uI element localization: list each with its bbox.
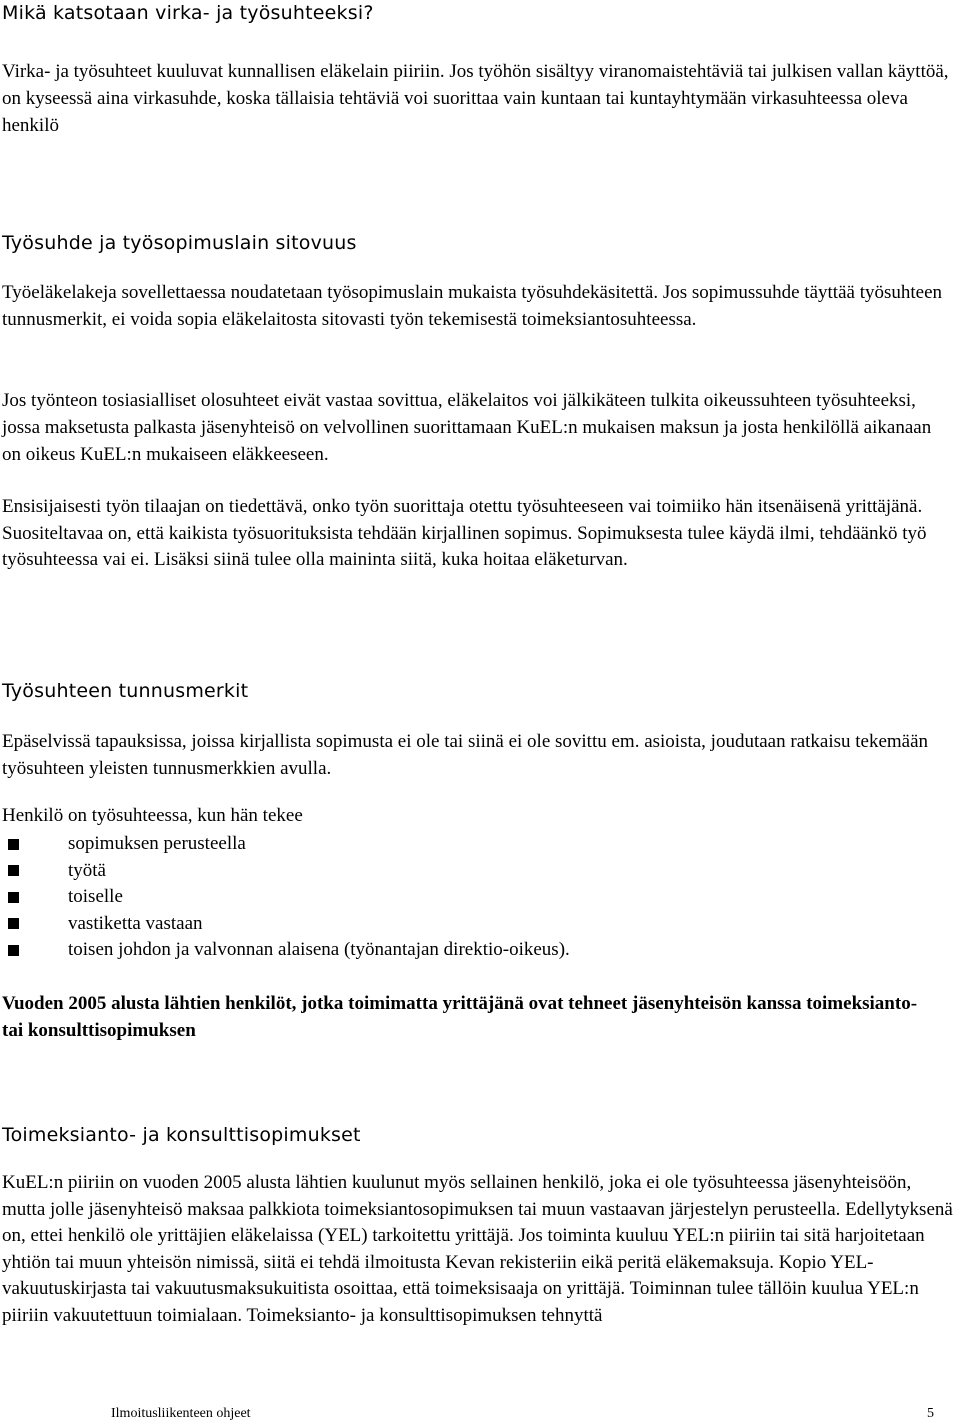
list-item: työtä [8, 858, 570, 885]
list-item: vastiketta vastaan [8, 911, 570, 938]
paragraph-primary-responsibility: Ensisijaisesti työn tilaajan on tiedettävä, onko työn suorittaja otettu työsuhteeseen vai toimiiko hän itsenäisenä yrittäjänä. Suositeltavaa on, että kaikista työsuorituksista tehdään kirjallinen sopimus. Sopimuksesta tulee käydä ilmi, tehdäänkö työ työsuhteessa vai ei. Lisäksi siinä tulee olla maininta siitä, kuka hoitaa eläketurvan. [2, 496, 927, 570]
section-heading-employment-criteria: Työsuhteen tunnusmerkit [2, 680, 249, 702]
paragraph-actual-conditions: Jos työnteon tosiasialliset olosuhteet eivät vastaa sovittua, eläkelaitos voi jälkikäteen tulkita oikeussuhteen työsuhteeksi, jossa maksetusta palkasta jäsenyhteisö on velvollinen suorittamaan KuEL:n mukaisen maksun ja josta henkilöllä aikanaan on oikeus KuEL:n mukaiseen eläkkeeseen. [2, 390, 932, 465]
list-item: toiselle [8, 884, 570, 911]
square-bullet-icon [8, 865, 19, 876]
paragraph-assignment-contracts: KuEL:n piiriin on vuoden 2005 alusta lähtien kuulunut myös sellainen henkilö, joka ei ole työsuhteessa jäsenyhteisöön, mutta jolle jäsenyhteisö maksaa palkkiota toimeksiantosopimuksen tai muun vastaavan järjestelyn perusteella. Edellytyksenä on, ettei henkilö ole yrittäjien eläkelaissa (YEL) tarkoitettu yrittäjä. Jos toiminta kuuluu YEL:n piiriin tai sitä harjoitetaan yhtiön tai muun yhteisön nimissä, siitä ei tehdä ilmoitusta Kevan rekisteriin eikä peritä eläkemaksuja. Kopio YEL-vakuutuskirjasta tai vakuutusmaksukuitista osoittaa, että toimeksisaaja on yrittäjä. Toiminnan tulee tällöin kuulua YEL:n piiriin vakuutettuun toimialaan. Toimeksianto- ja konsulttisopimuksen tehnyttä [2, 1172, 953, 1326]
list-intro: Henkilö on työsuhteessa, kun hän tekee [2, 805, 303, 826]
list-item: sopimuksen perusteella [8, 831, 570, 858]
section-heading-employment-contract: Työsuhde ja työsopimuslain sitovuus [2, 232, 357, 254]
page-title: Mikä katsotaan virka- ja työsuhteeksi? [2, 2, 374, 24]
footer-document-title: Ilmoitusliikenteen ohjeet [111, 1406, 251, 1421]
paragraph-contract-law: Työeläkelakeja sovellettaessa noudatetaan työsopimuslain mukaista työsuhdekäsitettä. Jos sopimussuhde täyttää työsuhteen tunnusmerkit, ei voida sopia eläkelaitosta sitovasti työn tekemisestä toimeksiantosuhteessa. [2, 282, 943, 330]
square-bullet-icon [8, 918, 19, 929]
criteria-list [8, 831, 570, 964]
section-heading-assignment-contracts: Toimeksianto- ja konsulttisopimukset [2, 1124, 361, 1146]
footer-page-number: 5 [927, 1406, 934, 1421]
paragraph-unclear-cases: Epäselvissä tapauksissa, joissa kirjallista sopimusta ei ole tai siinä ei ole sovittu em. asioista, joudutaan ratkaisu tekemään työsuhteen yleisten tunnusmerkkien avulla. [2, 731, 929, 779]
square-bullet-icon [8, 839, 19, 850]
square-bullet-icon [8, 945, 19, 956]
bold-note: Vuoden 2005 alusta lähtien henkilöt, jotka toimimatta yrittäjänä ovat tehneet jäsenyhteisön kanssa toimeksianto- tai konsulttisopimuksen [2, 993, 918, 1041]
square-bullet-icon [8, 892, 19, 903]
list-item: toisen johdon ja valvonnan alaisena (työnantajan direktio-oikeus). [8, 937, 570, 964]
intro-paragraph: Virka- ja työsuhteet kuuluvat kunnallisen eläkelain piiriin. Jos työhön sisältyy viranomaistehtäviä tai julkisen vallan käyttöä, on kyseessä aina virkasuhde, koska tällaisia tehtäviä voi suorittaa vain kuntaan tai kuntayhtymään virkasuhteessa oleva henkilö [2, 61, 949, 136]
